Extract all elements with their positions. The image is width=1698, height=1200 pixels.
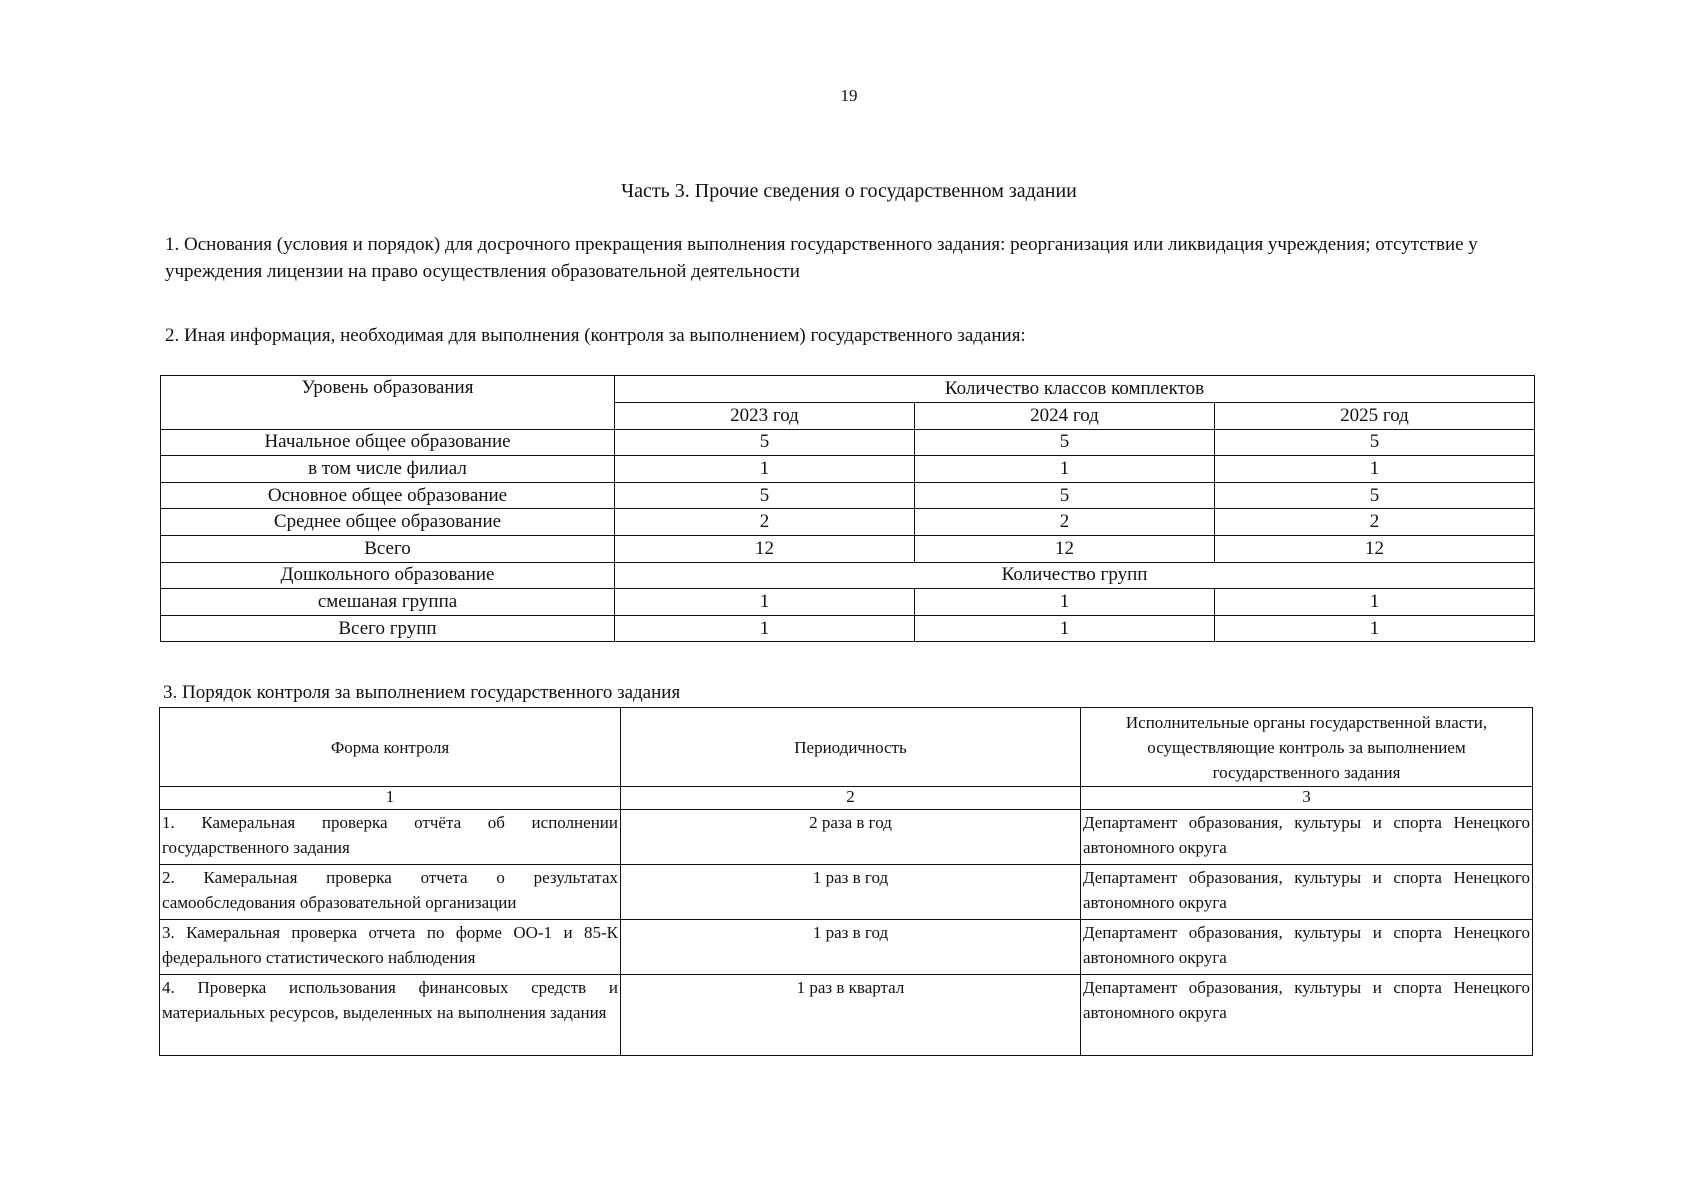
cell-value: 1 [1215, 615, 1535, 642]
control-form: 4. Проверка использования финансовых средств и материальных ресурсов, выделенных на выполнения задания [160, 975, 621, 1056]
cell-value: 1 [1215, 589, 1535, 616]
row-label: смешаная группа [161, 589, 615, 616]
cell-value: 1 [1215, 456, 1535, 483]
row-label: Всего групп [161, 615, 615, 642]
cell-value: 5 [915, 429, 1215, 456]
column-number-row [160, 787, 1533, 810]
header-class-count: Количество классов комплектов [615, 376, 1535, 403]
year-header: 2023 год [615, 403, 915, 430]
part-title: Часть 3. Прочие сведения о государственном задании [621, 180, 1077, 202]
cell-value: 2 [1215, 509, 1535, 536]
section-3-title: 3. Порядок контроля за выполнением государственного задания [163, 682, 681, 703]
control-period: 1 раз в год [621, 865, 1081, 920]
section-1-text: 1. Основания (условия и порядок) для досрочного прекращения выполнения государственного задания: реорганизация или ликвидация учреждения; отсутствие у учреждения лицензии на право осуществления образовательной деятельности [165, 234, 1478, 282]
row-label: Всего [161, 535, 615, 562]
control-authority: Департамент образования, культуры и спорта Ненецкого автономного округа [1081, 865, 1533, 920]
cell-value: 1 [615, 589, 915, 616]
table-row [161, 535, 1535, 562]
cell-value: 1 [915, 615, 1215, 642]
table-header-row [161, 376, 1535, 403]
cell-value: 1 [615, 615, 915, 642]
page-number: 19 [840, 86, 858, 105]
cell-value: 12 [915, 535, 1215, 562]
cell-value: 12 [1215, 535, 1535, 562]
header-authority: Исполнительные органы государственной власти, осуществляющие контроль за выполнением государственного задания [1081, 708, 1533, 787]
column-number: 2 [621, 787, 1081, 810]
table-row [161, 562, 1535, 589]
control-authority: Департамент образования, культуры и спорта Ненецкого автономного округа [1081, 975, 1533, 1056]
cell-value: 5 [1215, 429, 1535, 456]
cell-value: 1 [615, 456, 915, 483]
table-row [161, 615, 1535, 642]
column-number: 1 [160, 787, 621, 810]
column-number: 3 [1081, 787, 1533, 810]
section-2-text: 2. Иная информация, необходимая для выполнения (контроля за выполнением) государственного задания: [165, 325, 1026, 346]
control-period: 1 раз в год [621, 920, 1081, 975]
table-row [161, 509, 1535, 536]
cell-value: 2 [615, 509, 915, 536]
row-label: Начальное общее образование [161, 429, 615, 456]
control-form: 2. Камеральная проверка отчета о результатах самообследования образовательной организации [160, 865, 621, 920]
header-period: Периодичность [621, 708, 1081, 787]
control-period: 1 раз в квартал [621, 975, 1081, 1056]
table-row [161, 482, 1535, 509]
cell-value: 5 [1215, 482, 1535, 509]
table-row [161, 456, 1535, 483]
row-label: в том числе филиал [161, 456, 615, 483]
cell-value: 2 [915, 509, 1215, 536]
preschool-label: Дошкольного образование [161, 562, 615, 589]
table-row [161, 429, 1535, 456]
cell-value: 1 [915, 589, 1215, 616]
year-header: 2025 год [1215, 403, 1535, 430]
table-row [160, 975, 1533, 1056]
control-table [159, 707, 1533, 1056]
row-label: Основное общее образование [161, 482, 615, 509]
table-row [161, 589, 1535, 616]
year-header: 2024 год [915, 403, 1215, 430]
groups-header: Количество групп [615, 562, 1535, 589]
cell-value: 5 [615, 482, 915, 509]
header-form: Форма контроля [160, 708, 621, 787]
table-row [160, 810, 1533, 865]
row-label: Среднее общее образование [161, 509, 615, 536]
control-authority: Департамент образования, культуры и спорта Ненецкого автономного округа [1081, 810, 1533, 865]
cell-value: 1 [915, 456, 1215, 483]
cell-value: 12 [615, 535, 915, 562]
control-form: 3. Камеральная проверка отчета по форме ОО-1 и 85-К федерального статистического наблюдения [160, 920, 621, 975]
classes-table [160, 375, 1535, 642]
header-level: Уровень образования [161, 376, 615, 430]
table-header-row [160, 708, 1533, 787]
table-row [160, 920, 1533, 975]
control-authority: Департамент образования, культуры и спорта Ненецкого автономного округа [1081, 920, 1533, 975]
cell-value: 5 [915, 482, 1215, 509]
control-period: 2 раза в год [621, 810, 1081, 865]
cell-value: 5 [615, 429, 915, 456]
control-form: 1. Камеральная проверка отчёта об исполнении государственного задания [160, 810, 621, 865]
table-row [160, 865, 1533, 920]
